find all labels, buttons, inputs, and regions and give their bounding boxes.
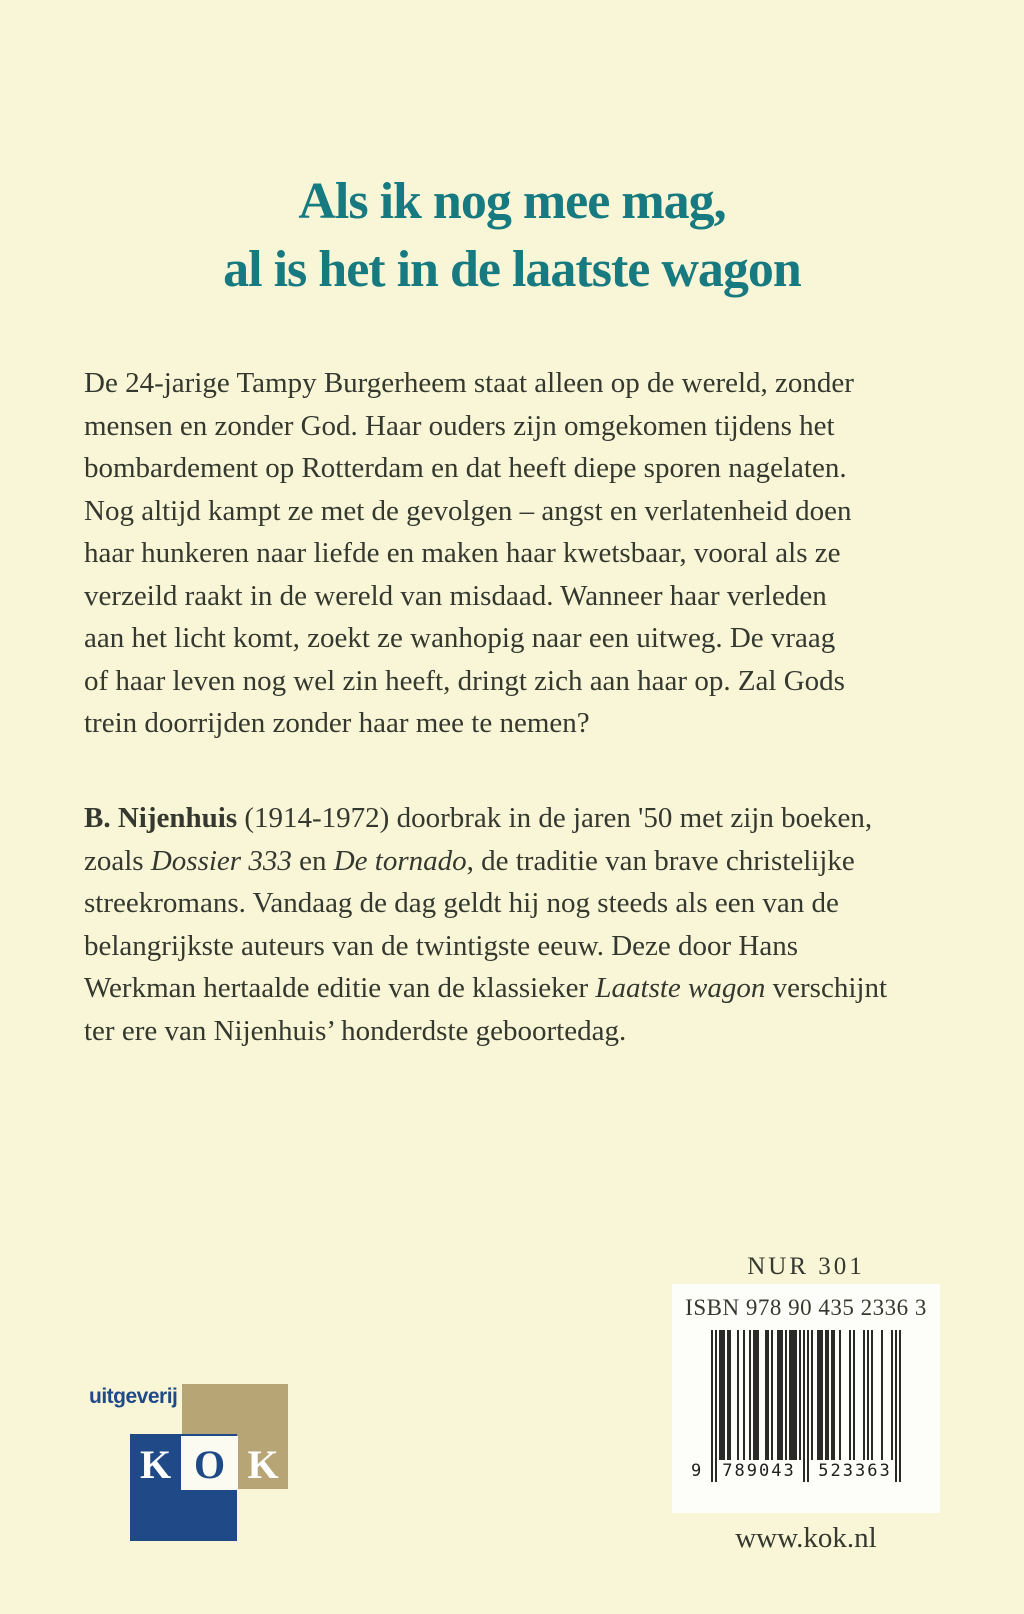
logo-letter-k1: K — [139, 1442, 172, 1487]
synopsis-line: haar hunkeren naar liefde en maken haar kwetsbaar, vooral als ze — [84, 537, 841, 569]
bio-text: en — [291, 844, 334, 877]
synopsis-line: mensen en zonder God. Haar ouders zijn omgekomen tijdens het — [84, 409, 835, 442]
bio-text: belangrijkste auteurs van de twintigste eeuw. Deze door Hans — [84, 929, 799, 962]
book-title — [0, 168, 1024, 304]
synopsis-line: of haar leven nog wel zin heeft, dringt zich aan haar op. Zal Gods — [84, 664, 845, 697]
bio-line — [84, 1010, 964, 1053]
synopsis-line: verzeild raakt in de wereld van misdaad. Wanneer haar verleden — [84, 579, 827, 612]
barcode-bars — [711, 1330, 901, 1482]
bio-text: verschijnt — [765, 972, 887, 1004]
ean13-barcode — [691, 1330, 901, 1482]
bio-text: ter ere van Nijenhuis’ honderdste geboortedag. — [84, 1014, 627, 1047]
barcode-digits — [691, 1461, 903, 1481]
synopsis-line: aan het licht komt, zoekt ze wanhopig naar een uitweg. De vraag — [84, 622, 836, 654]
barcode-digit-group1: 789043 — [722, 1461, 796, 1481]
nur-code: NUR 301 — [747, 1253, 865, 1280]
logo-letter-o: O — [193, 1442, 226, 1487]
synopsis-line: Nog altijd kampt ze met de gevolgen – angst en verlatenheid doen — [84, 494, 852, 527]
barcode-digit-lead: 9 — [691, 1461, 702, 1481]
bio-line — [84, 967, 964, 1010]
isbn-number: ISBN 978 90 435 2336 3 — [685, 1295, 927, 1320]
publisher-name: uitgeverij — [89, 1385, 178, 1408]
bio-text: zoals — [84, 844, 151, 877]
title-line-2: al is het in de laatste wagon — [223, 241, 801, 298]
book-title-italic: Dossier 333 — [150, 844, 292, 877]
author-bio-paragraph — [84, 797, 964, 1052]
bio-line — [84, 882, 964, 925]
synopsis-paragraph — [84, 362, 964, 745]
synopsis-line: trein doorrijden zonder haar mee te nemen? — [84, 707, 590, 739]
bio-line — [84, 925, 964, 968]
bio-text: Werkman hertaalde editie van de klassieker — [84, 972, 596, 1004]
isbn-barcode-panel — [672, 1284, 940, 1513]
bio-line — [84, 797, 964, 840]
synopsis-line: bombardement op Rotterdam en dat heeft diepe sporen nagelaten. — [84, 452, 847, 484]
bio-line — [84, 840, 964, 883]
synopsis-line: De 24-jarige Tampy Burgerheem staat alleen op de wereld, zonder — [84, 367, 854, 399]
title-line-1: Als ik nog mee mag, — [298, 173, 726, 230]
book-title-italic: De tornado — [333, 844, 467, 877]
barcode-digit-group2: 523363 — [818, 1461, 892, 1481]
bio-text: (1914-1972) doorbrak in de jaren '50 met zijn boeken, — [237, 802, 873, 834]
barcode-bar — [899, 1330, 901, 1482]
bio-text: streekromans. Vandaag de dag geldt hij nog steeds als een van de — [84, 887, 839, 919]
author-name: B. Nijenhuis — [84, 802, 238, 834]
publisher-website: www.kok.nl — [735, 1522, 877, 1554]
book-title-italic: Laatste wagon — [595, 972, 766, 1004]
logo-letter-k2: K — [247, 1442, 279, 1487]
bio-text: , de traditie van brave christelijke — [466, 844, 855, 877]
